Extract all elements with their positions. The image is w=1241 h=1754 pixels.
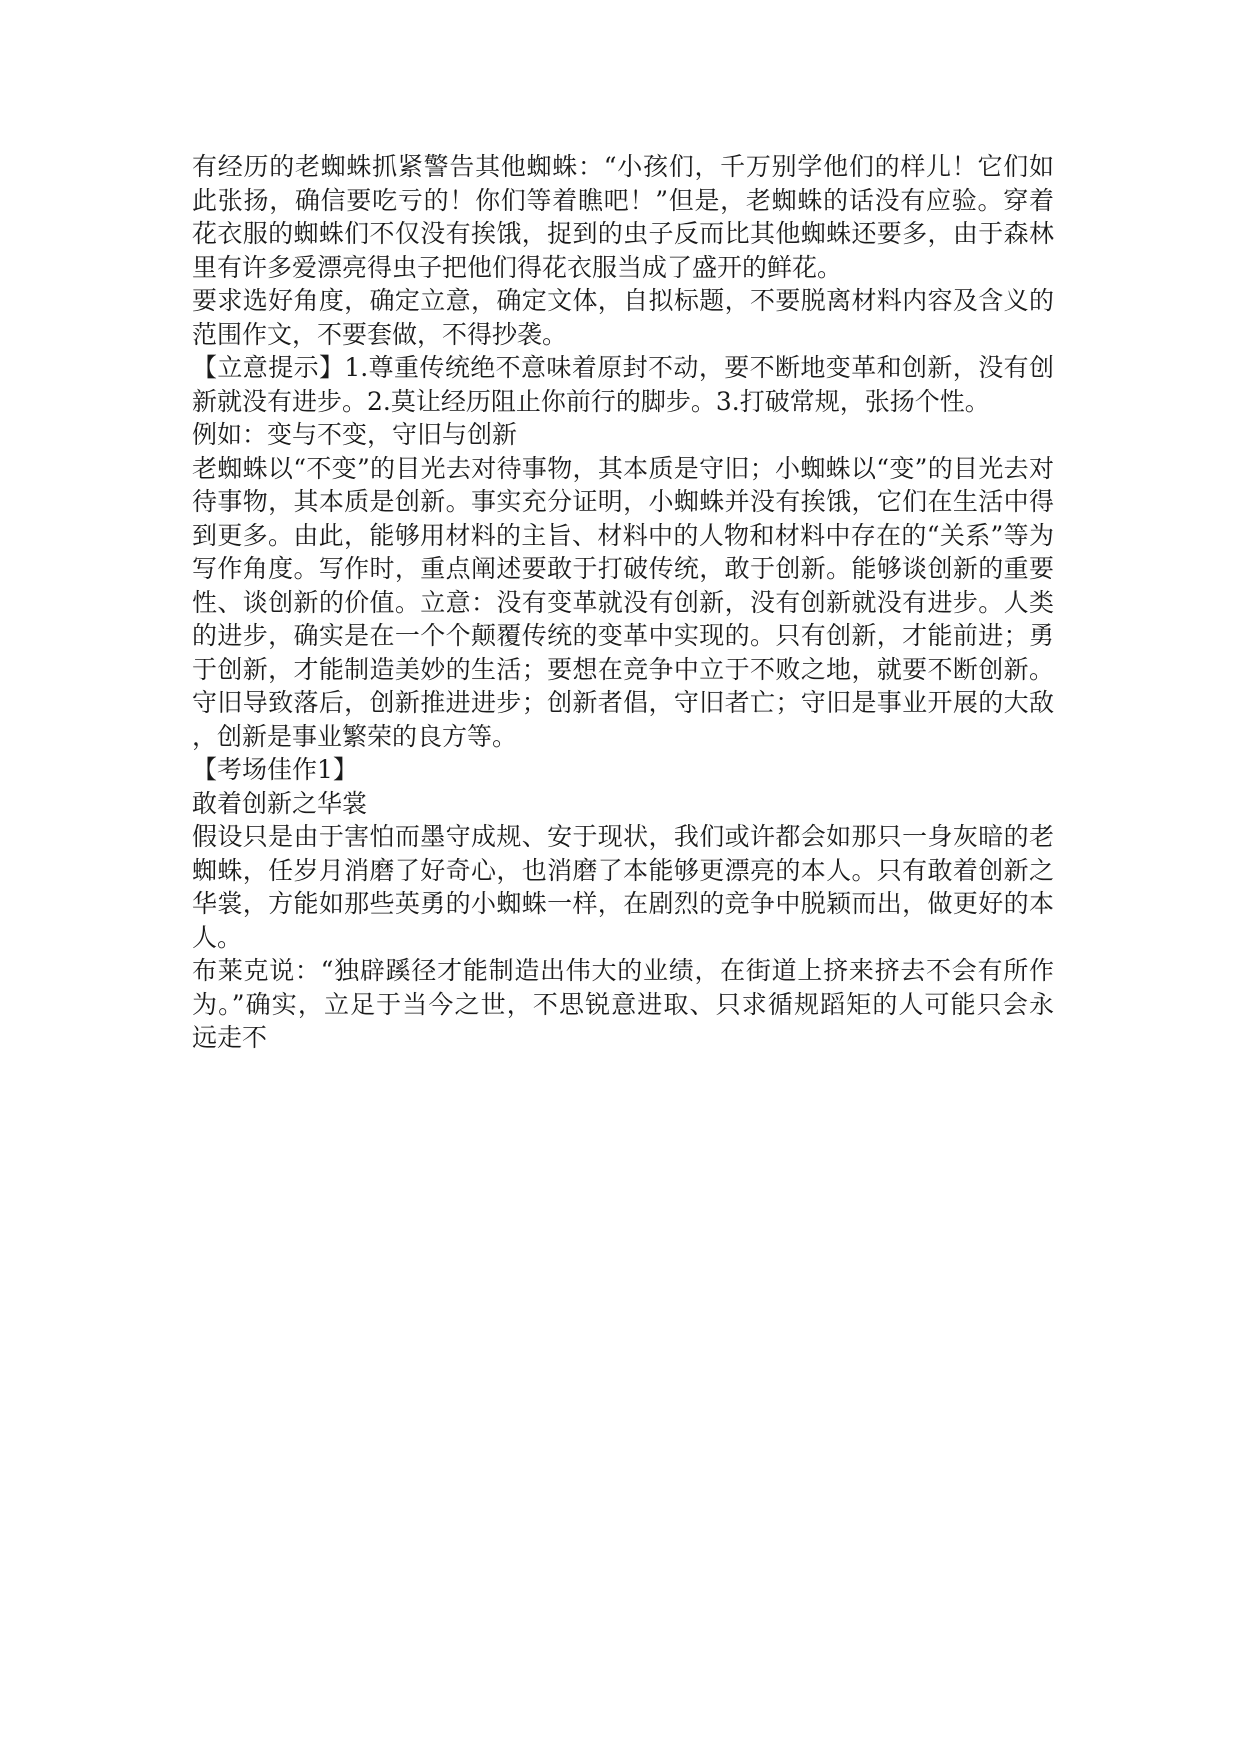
text-line: 花衣服的蜘蛛们不仅没有挨饿，捉到的虫子反而比其他蜘蛛还要多，由于森林 [192, 219, 1054, 248]
text-line: 新就没有进步。2.莫让经历阻止你前行的脚步。3.打破常规，张扬个性。 [192, 386, 990, 416]
text-line: 【考场佳作1】 [192, 755, 358, 784]
text-line: 守旧导致落后，创新推进进步；创新者倡，守旧者亡；守旧是事业开展的大敌 [192, 688, 1054, 717]
text-line: 例如：变与不变，守旧与创新 [192, 420, 518, 449]
text-line: 此张扬，确信要吃亏的！你们等着瞧吧！”但是，老蜘蛛的话没有应验。穿着 [192, 185, 1054, 215]
text-line: 要求选好角度，确定立意，确定文体，自拟标题，不要脱离材料内容及含义的 [192, 286, 1054, 315]
text-line: 假设只是由于害怕而墨守成规、安于现状，我们或许都会如那只一身灰暗的老 [192, 822, 1054, 851]
document-body [192, 150, 1054, 1055]
text-line: 人。 [192, 922, 243, 952]
text-line: 范围作文，不要套做，不得抄袭。 [192, 319, 568, 349]
text-line: 为。”确实，立足于当今之世，不思锐意进取、只求循规蹈矩的人可能只会永 [192, 989, 1054, 1019]
text-line: 到更多。由此，能够用材料的主旨、材料中的人物和材料中存在的“关系”等为 [192, 520, 1054, 550]
text-line: 里有许多爱漂亮得虫子把他们得花衣服当成了盛开的鲜花。 [192, 252, 843, 282]
text-line: 【立意提示】1.尊重传统绝不意味着原封不动，要不断地变革和创新，没有创 [192, 353, 1054, 382]
text-line: 写作角度。写作时，重点阐述要敢于打破传统，敢于创新。能够谈创新的重要 [192, 554, 1054, 583]
text-line: 待事物，其本质是创新。事实充分证明，小蜘蛛并没有挨饿，它们在生活中得 [192, 487, 1054, 516]
text-line: 蜘蛛，任岁月消磨了好奇心，也消磨了本能够更漂亮的本人。只有敢着创新之 [192, 855, 1054, 885]
text-line: 老蜘蛛以“不变”的目光去对待事物，其本质是守旧；小蜘蛛以“变”的目光去对 [192, 453, 1054, 483]
text-line: 布莱克说：“独辟蹊径才能制造出伟大的业绩，在街道上挤来挤去不会有所作 [192, 956, 1054, 985]
text-line: ，创新是事业繁荣的良方等。 [192, 721, 518, 751]
text-line: 有经历的老蜘蛛抓紧警告其他蜘蛛：“小孩们，千万别学他们的样儿！它们如 [192, 152, 1054, 181]
text-line: 于创新，才能制造美妙的生活；要想在竞争中立于不败之地，就要不断创新。 [192, 654, 1054, 684]
text-line: 远走不 [192, 1023, 268, 1052]
text-line: 的进步，确实是在一个个颠覆传统的变革中实现的。只有创新，才能前进；勇 [192, 621, 1054, 650]
text-line: 敢着创新之华裳 [192, 788, 368, 818]
text-line: 性、谈创新的价值。立意：没有变革就没有创新，没有创新就没有进步。人类 [192, 587, 1054, 617]
text-line: 华裳，方能如那些英勇的小蜘蛛一样，在剧烈的竞争中脱颖而出，做更好的本 [192, 889, 1054, 918]
